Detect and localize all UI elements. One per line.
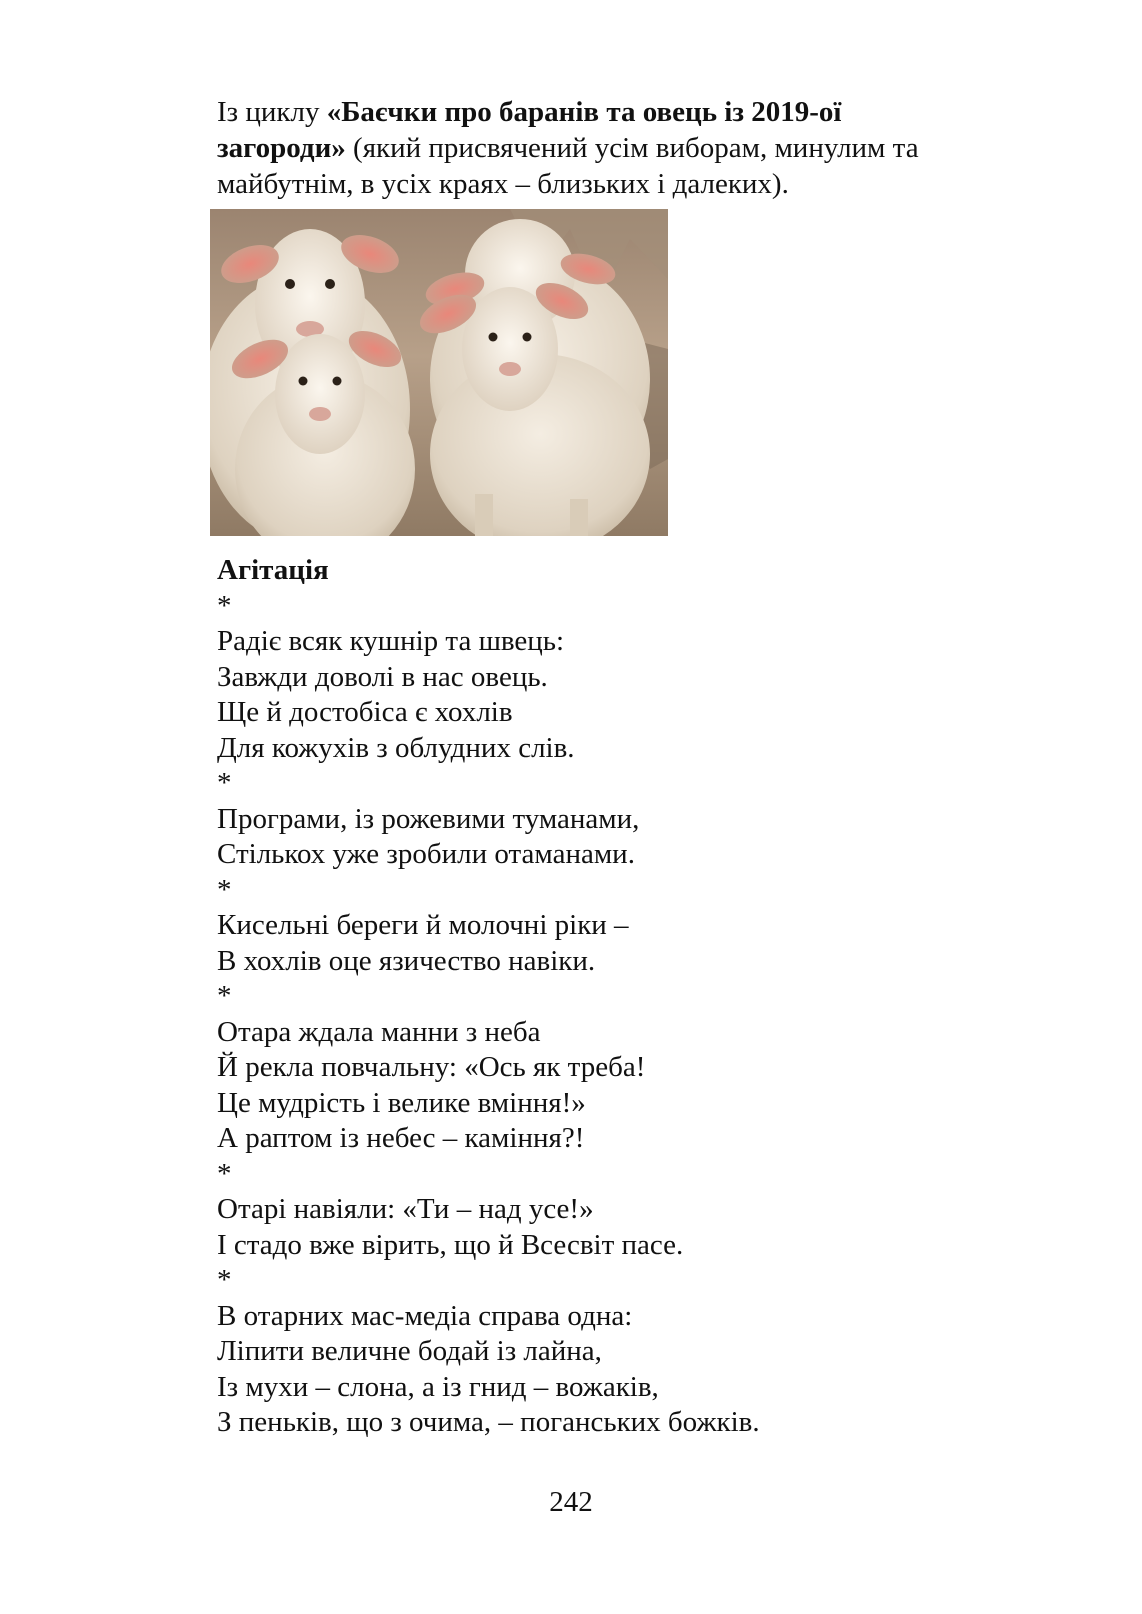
poem-line: Кисельні береги й молочні ріки –: [217, 909, 629, 941]
poem-line: Радіє всяк кушнір та швець:: [217, 625, 565, 657]
poem-line: *: [217, 873, 232, 906]
poem-line: В отарних мас-медіа справа одна:: [217, 1299, 633, 1332]
poem-title: Агітація: [217, 554, 329, 586]
poem-line: *: [217, 1264, 232, 1296]
poem-line: Програми, із рожевими туманами,: [217, 802, 640, 835]
poem-line: А раптом із небес – каміння?!: [217, 1122, 585, 1154]
cycle-title: «Баєчки про баранів та овець із 2019-ої загороди»: [217, 96, 842, 164]
poem-line: Отарі навіяли: «Ти – над усе!»: [217, 1193, 594, 1225]
poem-line: Це мудрість і велике вміння!»: [217, 1086, 586, 1119]
poem-line: *: [217, 767, 232, 799]
intro-paragraph: [217, 94, 977, 202]
poem: [217, 553, 1017, 1441]
poem-line: Завжди доволі в нас овець.: [217, 660, 548, 693]
page-number: 242: [549, 1486, 593, 1518]
poem-line: *: [217, 589, 232, 622]
poem-line: *: [217, 980, 232, 1012]
poem-line: В хохлів оце язичество навіки.: [217, 944, 596, 977]
poem-line: Ліпити величне бодай із лайна,: [217, 1335, 602, 1367]
poem-line: Й рекла повчальну: «Ось як треба!: [217, 1051, 646, 1083]
intro-suffix: (який присвячений усім виборам, минулим та майбутнім, в усіх краях – близьких і далеких).: [217, 132, 919, 200]
poem-line: Стількох уже зробили отаманами.: [217, 838, 635, 870]
poem-line: Із мухи – слона, а із гнид – вожаків,: [217, 1370, 659, 1403]
poem-line: І стадо вже вірить, що й Всесвіт пасе.: [217, 1228, 684, 1261]
poem-line: Ще й достобіса є хохлів: [217, 696, 513, 728]
poem-line: З пеньків, що з очима, – поганських божків.: [217, 1406, 760, 1438]
sheep-photo: [210, 209, 668, 536]
poem-line: Для кожухів з облудних слів.: [217, 731, 575, 764]
intro-prefix: Із циклу: [217, 96, 327, 128]
poem-line: *: [217, 1157, 232, 1190]
poem-line: Отара ждала манни з неба: [217, 1015, 541, 1048]
